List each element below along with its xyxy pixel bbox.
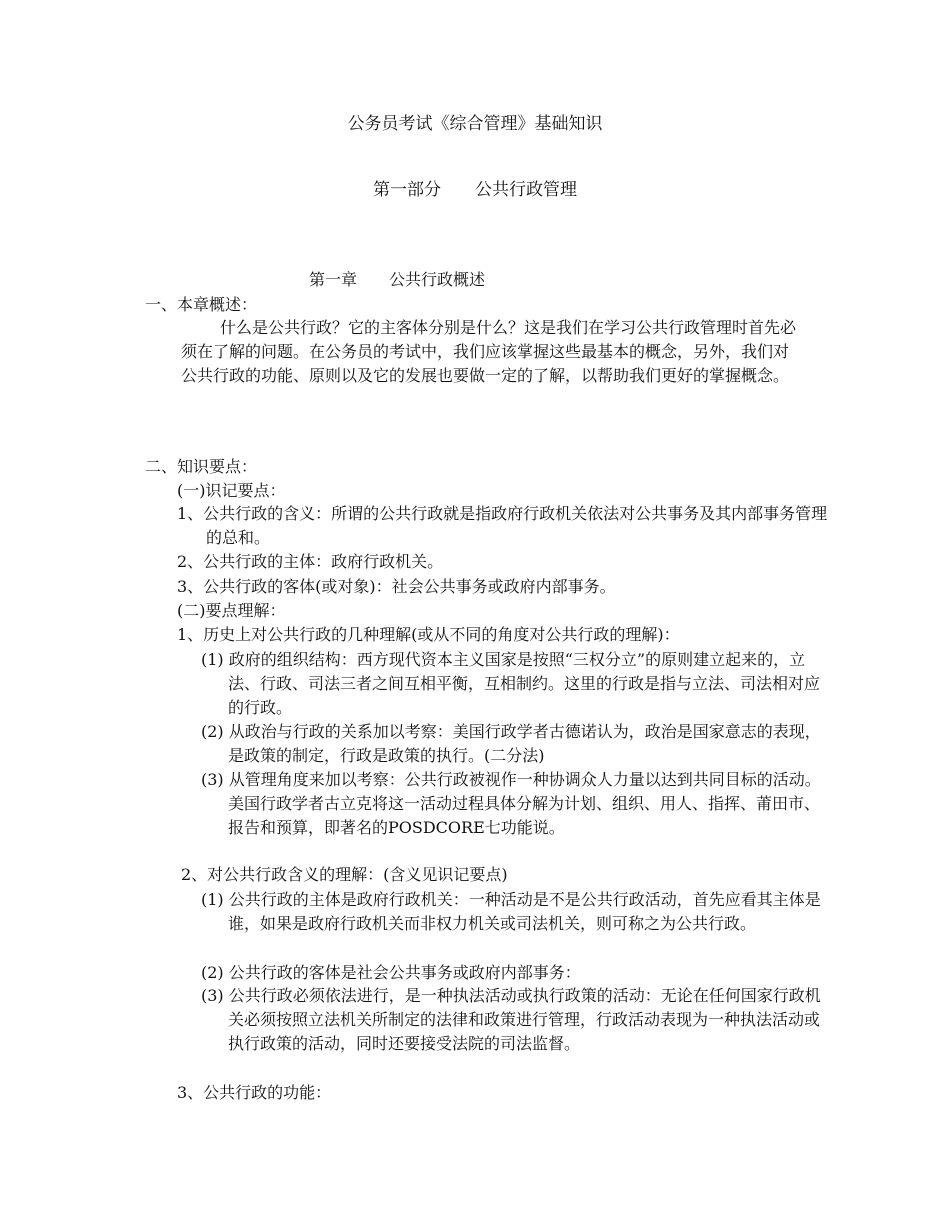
overview-paragraph: 什么是公共行政？它的主客体分别是什么？这是我们在学习公共行政管理时首先必须在了解的问题。在公务员的考试中，我们应该掌握这些最基本的概念，另外，我们对公共行政的功能、原则以及它的发展也要做一定的了解，以帮助我们更好的掌握概念。 — [181, 318, 797, 385]
memory-item-3: 3、公共行政的客体(或对象)：社会公共事务或政府内部事务。 — [177, 577, 616, 596]
understand-1-heading: 1、历史上对公共行政的几种理解(或从不同的角度对公共行政的理解)： — [177, 625, 680, 644]
chapter-heading: 第一章 公共行政概述 — [309, 270, 486, 289]
understand-1-item-1: (1) 政府的组织结构：西方现代资本主义国家是按照“三权分立”的原则建立起来的，立法、行政、司法三者之间互相平衡，互相制约。这里的行政是指与立法、司法相对应的行政。 — [201, 650, 821, 717]
memory-item-2: 2、公共行政的主体：政府行政机关。 — [177, 552, 444, 571]
memory-item-1: 1、公共行政的含义：所谓的公共行政就是指政府行政机关依法对公共事务及其内部事务管理的总和。 — [177, 504, 828, 547]
overview-heading: 一、本章概述： — [145, 295, 258, 314]
document-title: 公务员考试《综合管理》基础知识 — [347, 114, 603, 134]
understand-1-item-2: (2) 从政治与行政的关系加以考察：美国行政学者古德诺认为，政治是国家意志的表现，是政策的制定，行政是政策的执行。(二分法) — [201, 722, 821, 765]
understand-1-item-3: (3) 从管理角度来加以考察：公共行政被视作一种协调众人力量以达到共同目标的活动。美国行政学者古立克将这一活动过程具体分解为计划、组织、用人、指挥、莆田市、报告和预算，即著名的POSDCORE七功能说。 — [201, 770, 821, 837]
part-heading: 第一部分 公共行政管理 — [373, 180, 577, 200]
points-heading: 二、知识要点： — [145, 457, 258, 476]
understand-2-item-3: (3) 公共行政必须依法进行，是一种执法活动或执行政策的活动：无论在任何国家行政机关必须按照立法机关所制定的法律和政策进行管理，行政活动表现为一种执法活动或执行政策的活动，同时还要接受法院的司法监督。 — [201, 986, 821, 1053]
understand-2-item-1: (1) 公共行政的主体是政府行政机关：一种活动是不是公共行政活动，首先应看其主体是谁，如果是政府行政机关而非权力机关或司法机关，则可称之为公共行政。 — [201, 890, 821, 933]
understand-2-heading: 2、对公共行政含义的理解：(含义见识记要点) — [181, 865, 508, 884]
memory-heading: (一)识记要点： — [177, 481, 286, 500]
understand-2-item-2: (2) 公共行政的客体是社会公共事务或政府内部事务： — [201, 963, 581, 982]
understand-heading: (二)要点理解： — [177, 601, 286, 620]
understand-3-heading: 3、公共行政的功能： — [177, 1083, 332, 1102]
